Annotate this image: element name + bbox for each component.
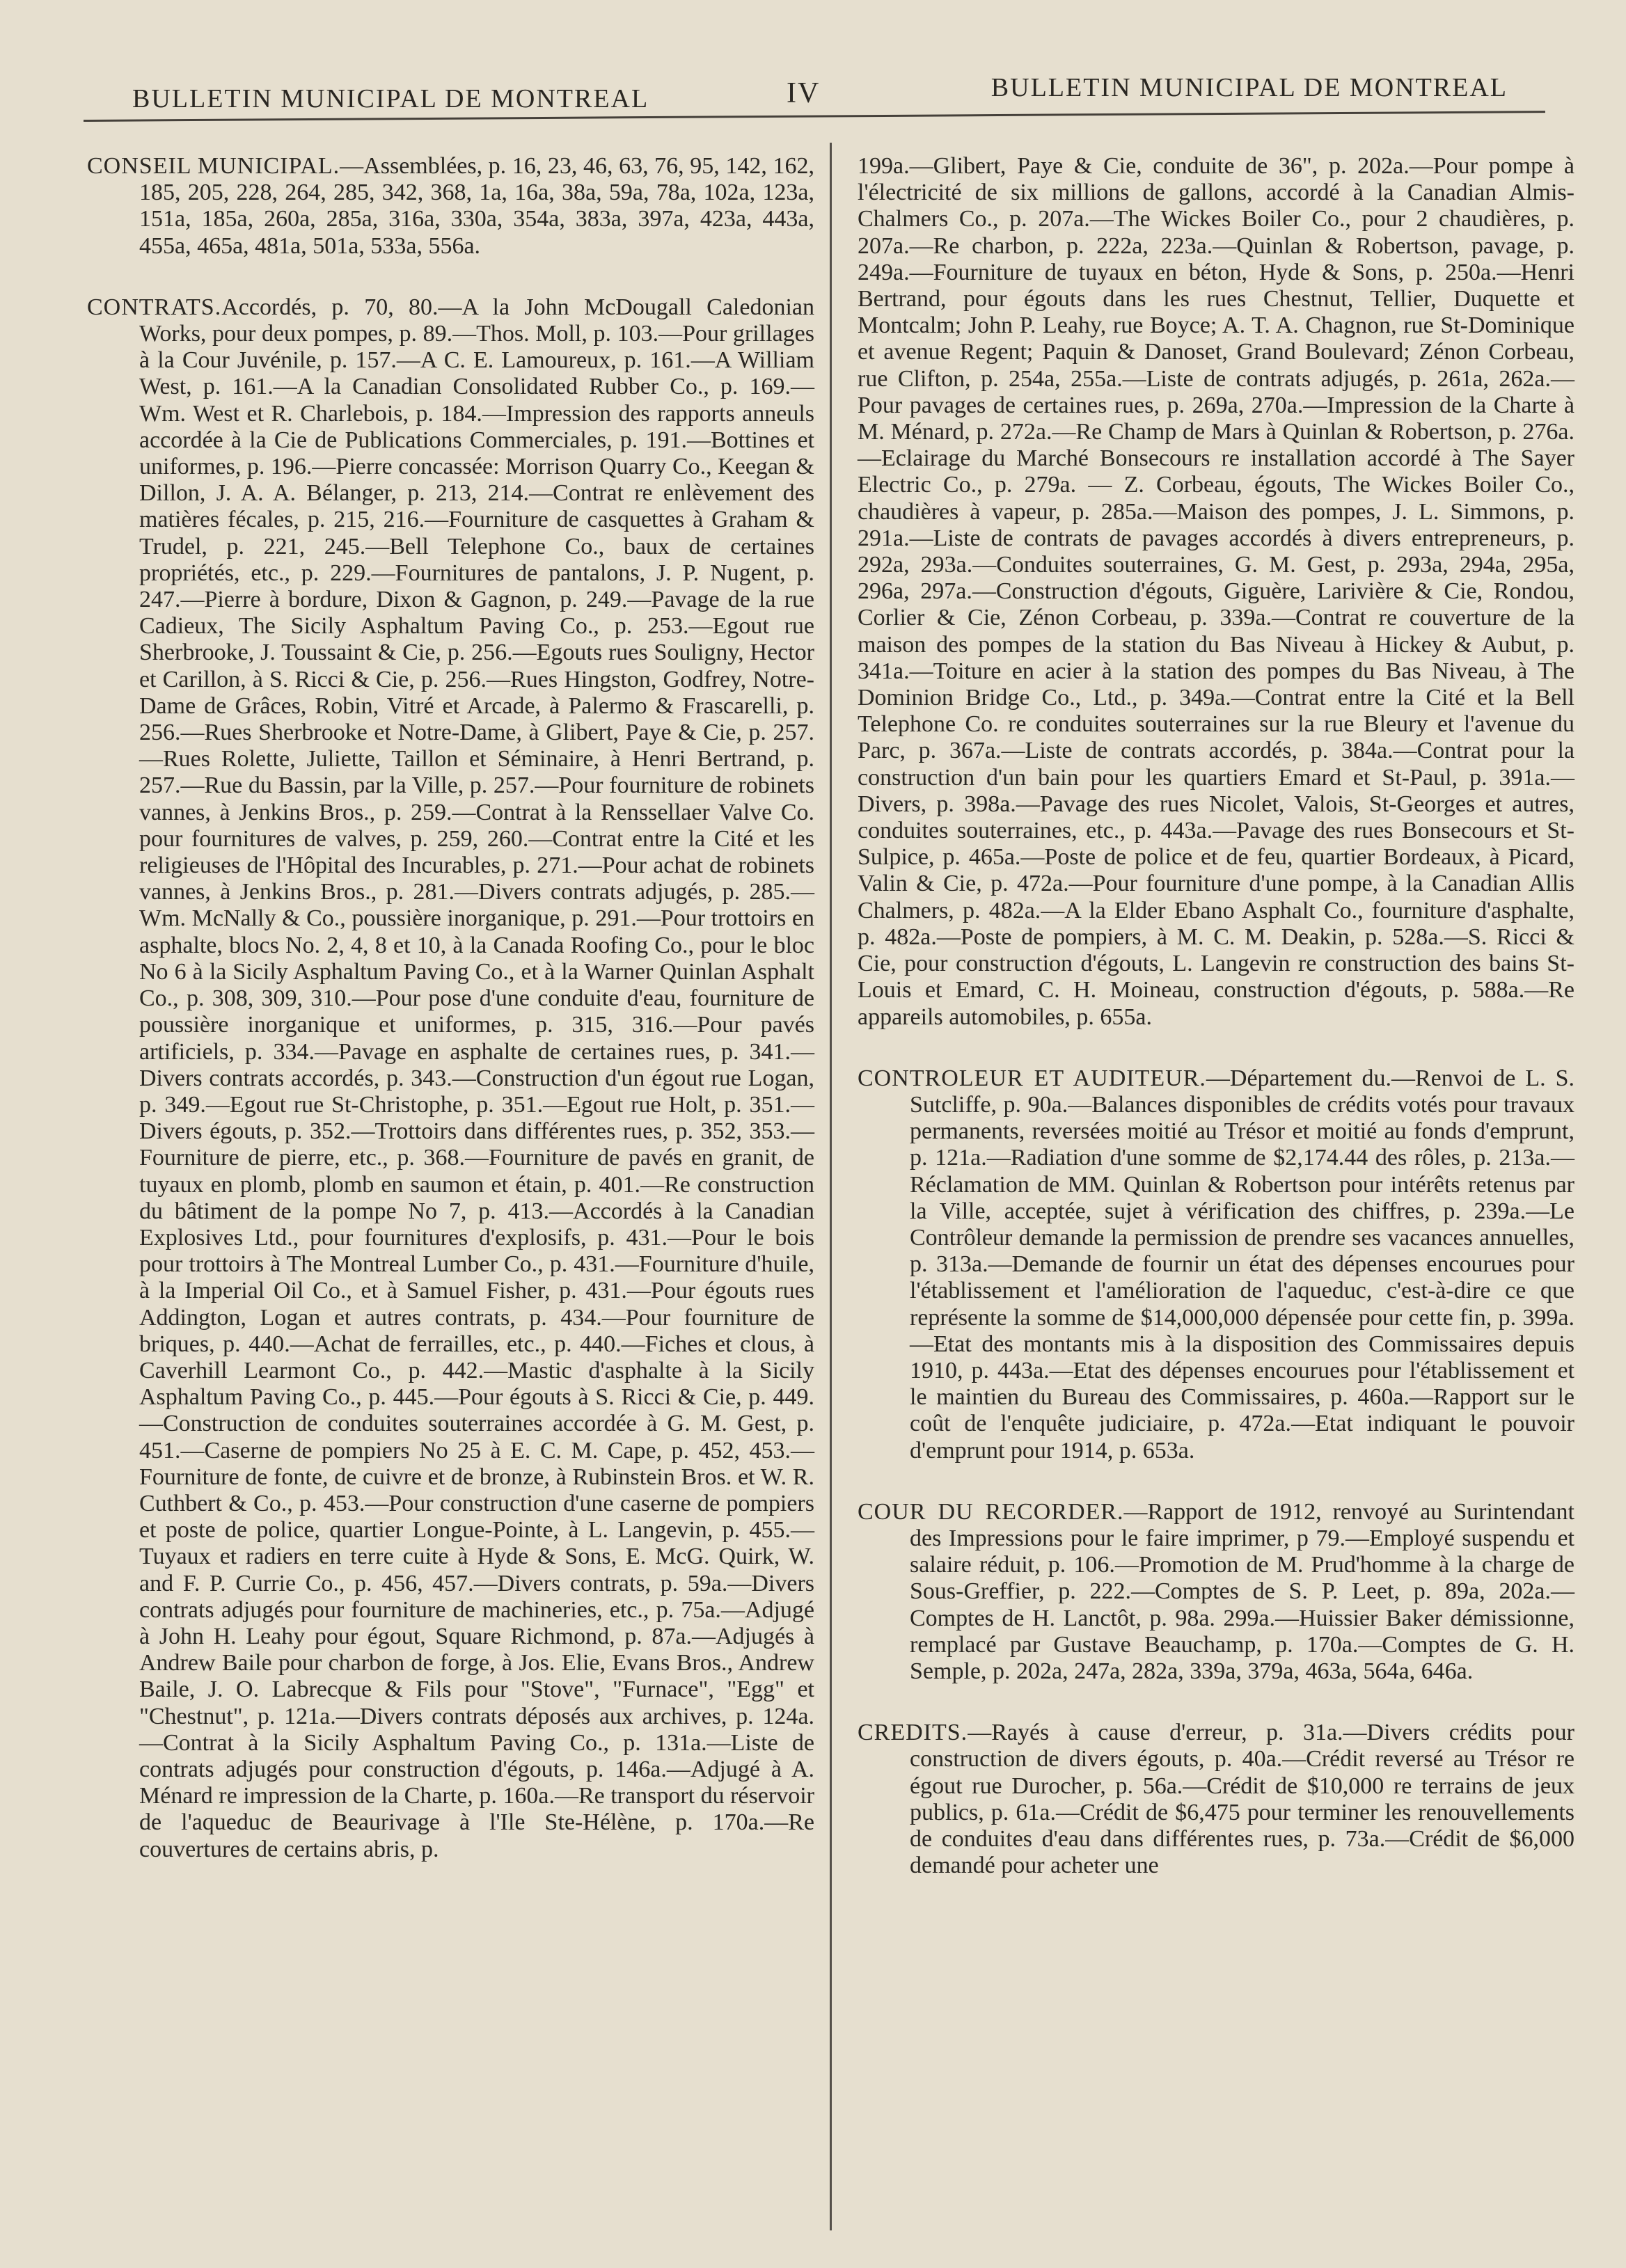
- entry-heading: CONTRATS.: [87, 294, 222, 320]
- index-entry-conseil-municipal: [87, 153, 814, 260]
- entry-body: —Département du.—Renvoi de L. S. Sutcliffe, p. 90a.—Balances disponibles de crédits votés pour travaux permanents, reversées moitié au Trésor et moitié au fonds d'emprunt, p. 121a.—Radiation d'une somme de $2,174.44 des rôles, p. 213a.—Réclamation de MM. Quinlan & Robertson pour intérêts retenus par la Ville, acceptée, sujet à vérification des chiffres, p. 239a.—Le Contrôleur demande la permission de prendre ses vacances annuelles, p. 313a.—Demande de fournir un état des dépenses encourues pour l'établissement et l'amélioration de l'aqueduc, c'est-à-dire ce que représente la somme de $14,000,000 dépensée pour cette fin, p. 399a.—Etat des montants mis à la disposition des Commissaires depuis 1910, p. 443a.—Etat des dépenses encourues pour l'établissement et le maintien du Bureau des Commissaires, p. 460a.—Rapport sur le coût de l'enquête judiciaire, p. 472a.—Etat indiquant le pouvoir d'emprunt pour 1914, p. 653a.: [910, 1065, 1575, 1464]
- column-divider: [830, 143, 832, 2230]
- page-number: IV: [787, 77, 821, 109]
- entry-heading: CREDITS.: [858, 1720, 968, 1746]
- running-header: [84, 70, 1542, 118]
- entry-heading: CONTROLEUR ET AUDITEUR.: [858, 1065, 1206, 1091]
- entry-body: —Rapport de 1912, renvoyé au Surintendant des Impressions pour le faire imprimer, p 79.—Employé suspendu et salaire réduit, p. 106.—Promotion de M. Prud'homme à la charge de Sous-Greffier, p. 222.—Comptes de S. P. Leet, p. 89a, 202a.—Comptes de H. Lanctôt, p. 98a. 299a.—Huissier Baker démissionne, remplacé par Gustave Beauchamp, p. 170a.—Comptes de G. H. Semple, p. 202a, 247a, 282a, 339a, 379a, 463a, 564a, 646a.: [910, 1498, 1574, 1684]
- right-column: [858, 153, 1574, 1914]
- entry-body: —Rayés à cause d'erreur, p. 31a.—Divers crédits pour construction de divers égouts, p. 40a.—Crédit reversé au Trésor re égout rue Durocher, p. 56a.—Crédit de $10,000 re terrains de jeux publics, p. 61a.—Crédit de $6,475 pour terminer les renouvellements de conduites d'eau dans différentes rues, p. 73a.—Crédit de $6,000 demandé pour acheter une: [910, 1720, 1574, 1879]
- index-entry-credits: [858, 1720, 1574, 1879]
- entry-body: 199a.—Glibert, Paye & Cie, conduite de 36", p. 202a.—Pour pompe à l'électricité de six millions de gallons, accordé à la Canadian Almis-Chalmers Co., p. 207a.—The Wickes Boiler Co., pour 2 chaudières, p. 207a.—Re charbon, p. 222a, 223a.—Quinlan & Robertson, pavage, p. 249a.—Fourniture de tuyaux en béton, Hyde & Sons, p. 250a.—Henri Bertrand, pour égouts dans les rues Chestnut, Tellier, Duquette et Montcalm; John P. Leahy, rue Boyce; A. T. A. Chagnon, rue St-Dominique et avenue Regent; Paquin & Danoset, Grand Boulevard; Zénon Corbeau, rue Clifton, p. 254a, 255a.—Liste de contrats adjugés, p. 261a, 262a.—Pour pavages de certaines rues, p. 269a, 270a.—Impression de la Charte à M. Ménard, p. 272a.—Re Champ de Mars à Quinlan & Robertson, p. 276a.—Eclairage du Marché Bonsecours re installation accordé à The Sayer Electric Co., p. 279a. — Z. Corbeau, égouts, The Wickes Boiler Co., chaudières à vapeur, p. 285a.—Maison des pompes, J. L. Simmons, p. 291a.—Liste de contrats de pavages accordés à divers entrepreneurs, p. 292a, 293a.—Conduites souterraines, G. M. Gest, p. 293a, 294a, 295a, 296a, 297a.—Construction d'égouts, Giguère, Larivière & Cie, Rondou, Corlier & Cie, Zénon Corbeau, p. 339a.—Contrat re couverture de la maison des pompes de la station du Bas Niveau à Hickey & Aubut, p. 341a.—Toiture en acier à la station des pompes du Bas Niveau, à The Dominion Bridge Co., Ltd., p. 349a.—Contrat entre la Cité et la Bell Telephone Co. re conduites souterraines sur la rue Bleury et l'avenue du Parc, p. 367a.—Liste de contrats accordés, p. 384a.—Contrat pour la construction d'un bain pour les quartiers Emard et St-Paul, p. 391a.—Divers, p. 398a.—Pavage des rues Nicolet, Valois, St-Georges et autres, conduites souterraines, etc., p. 443a.—Pavage des rues Bonsecours et St-Sulpice, p. 465a.—Poste de police et de feu, quartier Bordeaux, à Picard, Valin & Cie, p. 472a.—Pour fourniture d'une pompe, à la Canadian Allis Chalmers, p. 482a.—A la Elder Ebano Asphalt Co., fourniture d'asphalte, p. 482a.—Poste de pompiers, à M. C. M. Deakin, p. 528a.—S. Ricci & Cie, pour construction d'égouts, L. Langevin re construction des bains St-Louis et Emard, C. H. Moineau, construction d'égouts, p. 588a.—Re appareils automobiles, p. 655a.: [858, 153, 1574, 1030]
- index-entry-contrats: [87, 294, 814, 1863]
- entry-body: Accordés, p. 70, 80.—A la John McDougall Caledonian Works, pour deux pompes, p. 89.—Thos. Moll, p. 103.—Pour grillages à la Cour Juvénile, p. 157.—A C. E. Lamoureux, p. 161.—A William West, p. 161.—A la Canadian Consolidated Rubber Co., p. 169.— Wm. West et R. Charlebois, p. 184.—Impression des rapports anneuls accordée à la Cie de Publications Commerciales, p. 191.—Bottines et uniformes, p. 196.—Pierre concassée: Morrison Quarry Co., Keegan & Dillon, J. A. A. Bélanger, p. 213, 214.—Contrat re enlèvement des matières fécales, p. 215, 216.—Fourniture de casquettes à Graham & Trudel, p. 221, 245.—Bell Telephone Co., baux de certaines propriétés, etc., p. 229.—Fournitures de pantalons, J. P. Nugent, p. 247.—Pierre à bordure, Dixon & Gagnon, p. 249.—Pavage de la rue Cadieux, The Sicily Asphaltum Paving Co., p. 253.—Egout rue Sherbrooke, J. Toussaint & Cie, p. 256.—Egouts rues Souligny, Hector et Carillon, à S. Ricci & Cie, p. 256.—Rues Hingston, Godfrey, Notre-Dame de Grâces, Robin, Vitré et Arcade, à Palermo & Frascarelli, p. 256.—Rues Sherbrooke et Notre-Dame, à Glibert, Paye & Cie, p. 257.—Rues Rolette, Juliette, Taillon et Séminaire, à Henri Bertrand, p. 257.—Rue du Bassin, par la Ville, p. 257.—Pour fourniture de robinets vannes, à Jenkins Bros., p. 259.—Contrat à la Renssellaer Valve Co. pour fournitures de valves, p. 259, 260.—Contrat entre la Cité et les religieuses de l'Hôpital des Incurables, p. 271.—Pour achat de robinets vannes, à Jenkins Bros., p. 281.—Divers contrats adjugés, p. 285.—Wm. McNally & Co., poussière inorganique, p. 291.—Pour trottoirs en asphalte, blocs No. 2, 4, 8 et 10, à la Canada Roofing Co., pour le bloc No 6 à la Sicily Asphaltum Paving Co., et à la Warner Quinlan Asphalt Co., p. 308, 309, 310.—Pour pose d'une conduite d'eau, fourniture de poussière inorganique et uniformes, p. 315, 316.—Pour pavés artificiels, p. 334.—Pavage en asphalte de certaines rues, p. 341.—Divers contrats accordés, p. 343.—Construction d'un égout rue Logan, p. 349.—Egout rue St-Christophe, p. 351.—Egout rue Holt, p. 351.—Divers égouts, p. 352.—Trottoirs dans différentes rues, p. 352, 353.—Fourniture de pierre, etc., p. 368.—Fourniture de pavés en granit, de tuyaux en plomb, plomb en saumon et étain, p. 401.—Re construction du bâtiment de la pompe No 7, p. 413.—Accordés à la Canadian Explosives Ltd., pour fournitures d'explosifs, p. 431.—Pour le bois pour trottoirs à The Montreal Lumber Co., p. 431.—Fourniture d'huile, à la Imperial Oil Co., et à Samuel Fisher, p. 431.—Pour égouts rues Addington, Logan et autres contrats, p. 434.—Pour fourniture de briques, p. 440.—Achat de ferrailles, etc., p. 440.—Fiches et clous, à Caverhill Learmont Co., p. 442.—Mastic d'asphalte à la Sicily Asphaltum Paving Co., p. 445.—Pour égouts à S. Ricci & Cie, p. 449.—Construction de conduites souterraines accordée à G. M. Gest, p. 451.—Caserne de pompiers No 25 à E. C. M. Cape, p. 452, 453.—Fourniture de fonte, de cuivre et de bronze, à Rubinstein Bros. et W. R. Cuthbert & Co., p. 453.—Pour construction d'une caserne de pompiers et poste de police, quartier Longue-Pointe, à L. Langevin, p. 455.—Tuyaux et radiers en terre cuite à Hyde & Sons, E. McG. Quirk, W. and F. P. Currie Co., p. 456, 457.—Divers contrats, p. 59a.—Divers contrats adjugés pour fourniture de machineries, etc., p. 75a.—Adjugé à John H. Leahy pour égout, Square Richmond, p. 87a.—Adjugés à Andrew Baile pour charbon de forge, à Jos. Elie, Evans Bros., Andrew Baile, J. O. Labrecque & Fils pour "Stove", "Furnace", "Egg" et "Chestnut", p. 121a.—Divers contrats déposés aux archives, p. 124a.—Contrat à la Sicily Asphaltum Paving Co., p. 131a.—Liste de contrats adjugés pour construction d'égouts, p. 146a.—Adjugé à A. Ménard re impression de la Charte, p. 160a.—Re transport du réservoir de l'aqueduc de Beaurivage à l'Ile Ste-Hélène, p. 170a.—Re couvertures de certains abris, p.: [139, 294, 814, 1862]
- index-entry-controleur-et-auditeur: [858, 1065, 1574, 1464]
- index-entry-cour-du-recorder: [858, 1499, 1574, 1685]
- header-title-right: BULLETIN MUNICIPAL DE MONTREAL: [990, 73, 1508, 102]
- header-title-left: BULLETIN MUNICIPAL DE MONTREAL: [132, 84, 649, 113]
- entry-body: —Assemblées, p. 16, 23, 46, 63, 76, 95, 142, 162, 185, 205, 228, 264, 285, 342, 368, 1a, 16a, 38a, 59a, 78a, 102a, 123a, 151a, 185a, 260a, 285a, 316a, 330a, 354a, 383a, 397a, 423a, 443a, 455a, 465a, 481a, 501a, 533a, 556a.: [139, 153, 814, 259]
- index-entry-contrats-continued: [858, 153, 1574, 1031]
- left-column: [87, 153, 814, 1898]
- entry-heading: COUR DU RECORDER.: [858, 1498, 1124, 1525]
- entry-heading: CONSEIL MUNICIPAL.: [87, 153, 340, 179]
